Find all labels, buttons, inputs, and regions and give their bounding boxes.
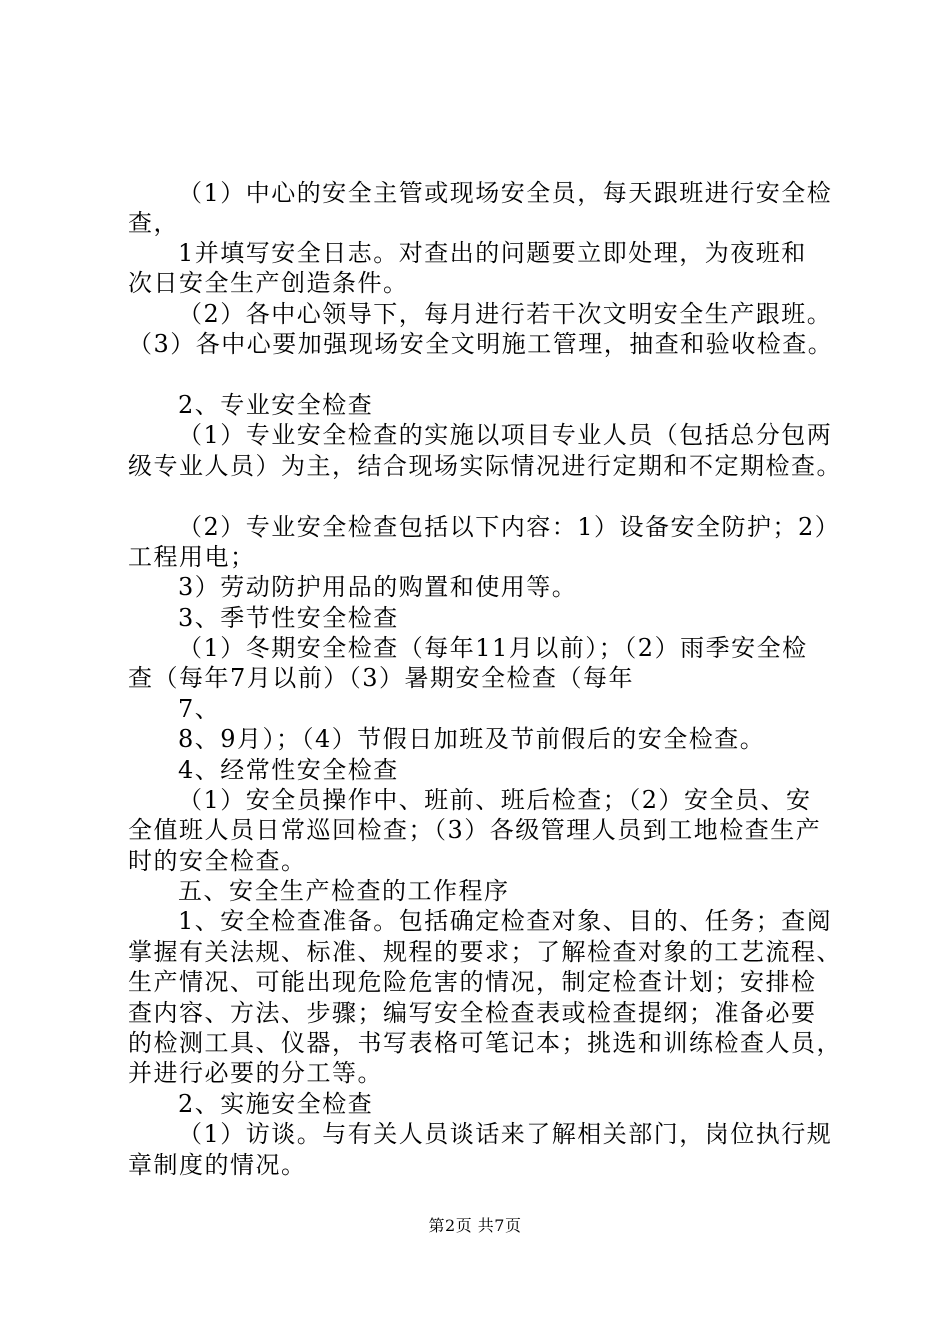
page-number-footer: 第2页 共7页: [428, 1216, 522, 1235]
text-line: （1）中心的安全主管或现场安全员，每天跟班进行安全检: [178, 179, 833, 207]
text-line: （1）专业安全检查的实施以项目专业人员（包括总分包两: [178, 421, 833, 449]
text-line: （1）安全员操作中、班前、班后检查；（2）安全员、安: [178, 786, 812, 814]
text-line: 1、安全检查准备。包括确定检查对象、目的、任务；查阅: [178, 907, 833, 935]
text-line: 并进行必要的分工等。: [128, 1059, 383, 1087]
text-line: 3）劳动防护用品的购置和使用等。: [178, 573, 578, 601]
text-line: 时的安全检查。: [128, 847, 307, 875]
text-line: 查，: [128, 209, 179, 237]
text-line: 查（每年7月以前）（3）暑期安全检查（每年: [128, 664, 635, 692]
text-line: 次日安全生产创造条件。: [128, 269, 409, 297]
text-line: 生产情况、可能出现危险危害的情况，制定检查计划；安排检: [128, 968, 817, 996]
text-line: （2）专业安全检查包括以下内容：1）设备安全防护；2）: [178, 513, 841, 541]
text-line: 8、9月）；（4）节假日加班及节前假后的安全检查。: [178, 725, 766, 753]
text-line: 的检测工具、仪器，书写表格可笔记本；挑选和训练检查人员，: [128, 1029, 842, 1057]
text-line: 级专业人员）为主，结合现场实际情况进行定期和不定期检查。: [128, 452, 842, 480]
text-line: 掌握有关法规、标准、规程的要求；了解检查对象的工艺流程、: [128, 938, 842, 966]
text-line: 章制度的情况。: [128, 1151, 307, 1179]
section-heading: 3、季节性安全检查: [178, 604, 399, 632]
text-line: 查内容、方法、步骤；编写安全检查表或检查提纲；准备必要: [128, 999, 817, 1027]
section-heading: 五、安全生产检查的工作程序: [178, 877, 510, 905]
section-heading: 4、经常性安全检查: [178, 756, 399, 784]
section-heading: 2、实施安全检查: [178, 1090, 374, 1118]
text-line: （2）各中心领导下，每月进行若干次文明安全生产跟班。: [178, 300, 833, 328]
text-line: 7、: [178, 695, 221, 723]
text-line: （1）冬期安全检查（每年11月以前）；（2）雨季安全检: [178, 634, 808, 662]
text-line: 全值班人员日常巡回检查；（3）各级管理人员到工地检查生产: [128, 816, 822, 844]
section-heading: 2、专业安全检查: [178, 391, 374, 419]
text-line: （3）各中心要加强现场安全文明施工管理，抽查和验收检查。: [128, 330, 834, 358]
text-line: （1）访谈。与有关人员谈话来了解相关部门，岗位执行规: [178, 1120, 833, 1148]
text-line: 工程用电；: [128, 543, 256, 571]
text-line: 1并填写安全日志。对查出的问题要立即处理，为夜班和: [178, 239, 807, 267]
